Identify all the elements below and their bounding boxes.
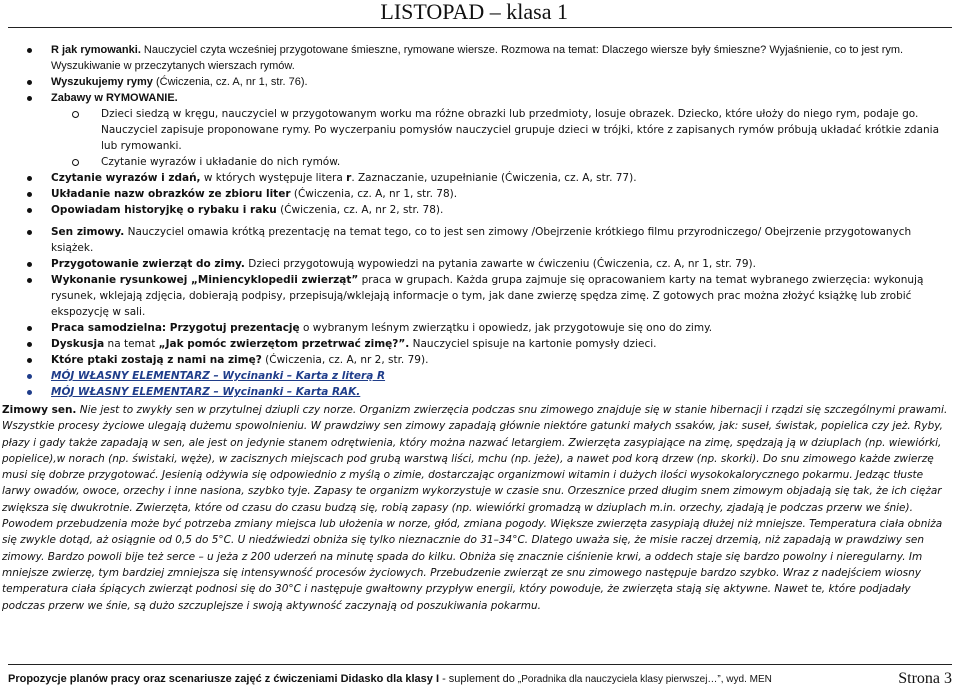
- footer-divider: [8, 664, 952, 665]
- list-item: Wyszukujemy rymy (Ćwiczenia, cz. A, nr 1, str. 76).: [51, 74, 948, 90]
- list-item: R jak rymowanki. Nauczyciel czyta wcześniej przygotowane śmieszne, rymowane wiersze. Rozmowa na temat: Dlaczego wiersze były śmieszne? Wyjaśnienie, co to jest rym. Wyszukiwanie w przeczytanych wierszach rymów.: [51, 42, 948, 74]
- bullet-icon: [27, 326, 32, 331]
- list-item: Przygotowanie zwierząt do zimy. Dzieci przygotowują wypowiedzi na pytania zawarte w ćwiczeniu (Ćwiczenia, cz. A, nr 1, str. 79).: [51, 256, 948, 272]
- footer-caption: Propozycje planów pracy oraz scenariusze zajęć z ćwiczeniami Didasko dla klasy I - suplement do „Poradnika dla nauczyciela klasy pierwszej…”, wyd. MEN: [8, 673, 772, 685]
- document-body: [0, 42, 960, 614]
- bullet-icon: [27, 48, 32, 53]
- circle-bullet-icon: [72, 111, 79, 118]
- sub-list-item: Dzieci siedzą w kręgu, nauczyciel w przygotowanym worku ma różne obrazki lub przedmioty, losuje obrazek. Dziecko, które ułoży do niego rym, podaje go. Nauczyciel zapisuje proponowane rymy. Po wyczerpaniu pomysłów nauczyciel grupuje dzieci w trójki, które z zapisanych rymów próbują układać krótkie zdania lub rymowanki.: [101, 106, 948, 154]
- bullet-icon: [27, 278, 32, 283]
- list-item: Opowiadam historyjkę o rybaku i raku (Ćwiczenia, cz. A, nr 2, str. 78).: [51, 202, 948, 218]
- bullet-icon: [27, 390, 32, 395]
- bullet-icon: [27, 262, 32, 267]
- page-footer: [8, 668, 952, 690]
- list-item: Układanie nazw obrazków ze zbioru liter (Ćwiczenia, cz. A, nr 1, str. 78).: [51, 186, 948, 202]
- bullet-icon: [27, 208, 32, 213]
- bullet-icon: [27, 374, 32, 379]
- list-item: MÓJ WŁASNY ELEMENTARZ – Wycinanki – Karta z literą R: [51, 368, 948, 384]
- bullet-icon: [27, 80, 32, 85]
- list-item: Sen zimowy. Nauczyciel omawia krótką prezentację na temat tego, co to jest sen zimowy /Obejrzenie krótkiego filmu przyrodniczego/ Obejrzenie przygotowanych książek.: [51, 224, 948, 256]
- sub-list-item: Czytanie wyrazów i układanie do nich rymów.: [101, 154, 948, 170]
- list-item: Wykonanie rysunkowej „Miniencyklopedii zwierząt” praca w grupach. Każda grupa zajmuje się opracowaniem karty na temat wybranego zwierzęcia: wykonują rysunek, wklejają zdjęcia, dobierają podpisy, przepisują/wklejają informacje o tym, jak dane zwierzę spędza zimę. Z gotowych prac można złożyć książkę lub zrobić ekspozycję w sali.: [51, 272, 948, 320]
- list-item: Które ptaki zostają z nami na zimę? (Ćwiczenia, cz. A, nr 2, str. 79).: [51, 352, 948, 368]
- list-item: Praca samodzielna: Przygotuj prezentację o wybranym leśnym zwierzątku i opowiedz, jak przygotowuje się ono do zimy.: [51, 320, 948, 336]
- list-item: Zabawy w RYMOWANIE.: [51, 90, 948, 106]
- list-item: Dyskusja na temat „Jak pomóc zwierzętom przetrwać zimę?”. Nauczyciel spisuje na kartonie pomysły dzieci.: [51, 336, 948, 352]
- info-paragraph: Zimowy sen. Nie jest to zwykły sen w przytulnej dziupli czy norze. Organizm zwierzęcia podczas snu zimowego znajduje się w stanie hibernacji i rządzi się szczególnymi prawami. Wszystkie procesy życiowe ulegają dużemu spowolnieniu. W prawdziwy sen zimowy zapadają głównie niektóre gatunki małych ssaków, jak: suseł, świstak, popielica czy jeż. Ryby, płazy i gady także zapadają w sen, ale jest on jedynie stanem odrętwienia, który można nazwać letargiem. Zwierzęta zasypiające na zimę, spędzają ją w dziuplach (np. wiewiórki, popielice),w norach (np. świstaki, węże), w zacisznych miejscach pod grubą warstwą liści, mchu (np. jeże), a nawet pod korą drzew (np. skorki). Do snu zimowego każde zwierzę musi się dobrze przygotować. Jesienią odżywia się odpowiednio z myślą o zimie, dostarczając organizmowi witamin i dużych ilości wysokokalorycznego pokarmu. Jedząc tłuste larwy owadów, owoce, orzechy i inne nasiona, szybko tyje. Zapasy te organizm wykorzystuje w czasie snu. Orzesznice przed długim snem zimowym objadają się tak, że ich ciężar zwiększa się dwukrotnie. Zwierzęta, które od czasu do czasu budzą się, robią zapasy (np. wiewiórki gromadzą w dziuplach m.in. orzechy, zjadają je podczas przerw we śnie). Powodem przebudzenia może być potrzeba zmiany miejsca lub ułożenia w norze, głód, zmiana pogody. Większe zwierzęta zasypiają dłużej niż mniejsze. Temperatura ciała obniża się zwykle dotąd, aż osiągnie od 0,5 do 5°C. U niedźwiedzi obniża się tylko nieznacznie do 31–34°C. Dlatego uważa się, że misie raczej drzemią, niż zapadają w prawdziwy sen zimowy. Bardzo powoli bije też serce – u jeża z 200 uderzeń na minutę spada do kilku. Obniża się znacznie ciśnienie krwi, a oddech staje się bardzo powolny i nieregularny. Im mniejsze zwierzę, tym bardziej zmniejsza się intensywność procesów życiowych. Przebudzenie zwierząt ze snu zimowego następuje bardzo szybko. Wraz z nadejściem wiosny temperatura ciała śpiących zwierząt podnosi się do 30°C i następuje gwałtowny przypływ energii, który powoduje, że zwierzęta stają się aktywne. Nawet te, które podjadały podczas przerw we śnie, są dużo szczuplejsze i swoją aktywność zaczynają od poszukiwania pokarmu.: [2, 404, 948, 612]
- bullet-icon: [27, 230, 32, 235]
- header-divider: [8, 27, 952, 28]
- page-header: [0, 0, 960, 28]
- bullet-icon: [27, 176, 32, 181]
- bullet-icon: [27, 96, 32, 101]
- bullet-icon: [27, 192, 32, 197]
- page-title: LISTOPAD – klasa 1: [380, 0, 568, 24]
- list-item: Czytanie wyrazów i zdań, w których występuje litera r. Zaznaczanie, uzupełnianie (Ćwiczenia, cz. A, str. 77).: [51, 170, 948, 186]
- bullet-icon: [27, 342, 32, 347]
- page-number: Strona 3: [898, 670, 952, 687]
- list-item: MÓJ WŁASNY ELEMENTARZ – Wycinanki – Karta RAK.: [51, 384, 948, 400]
- bullet-icon: [27, 358, 32, 363]
- circle-bullet-icon: [72, 159, 79, 166]
